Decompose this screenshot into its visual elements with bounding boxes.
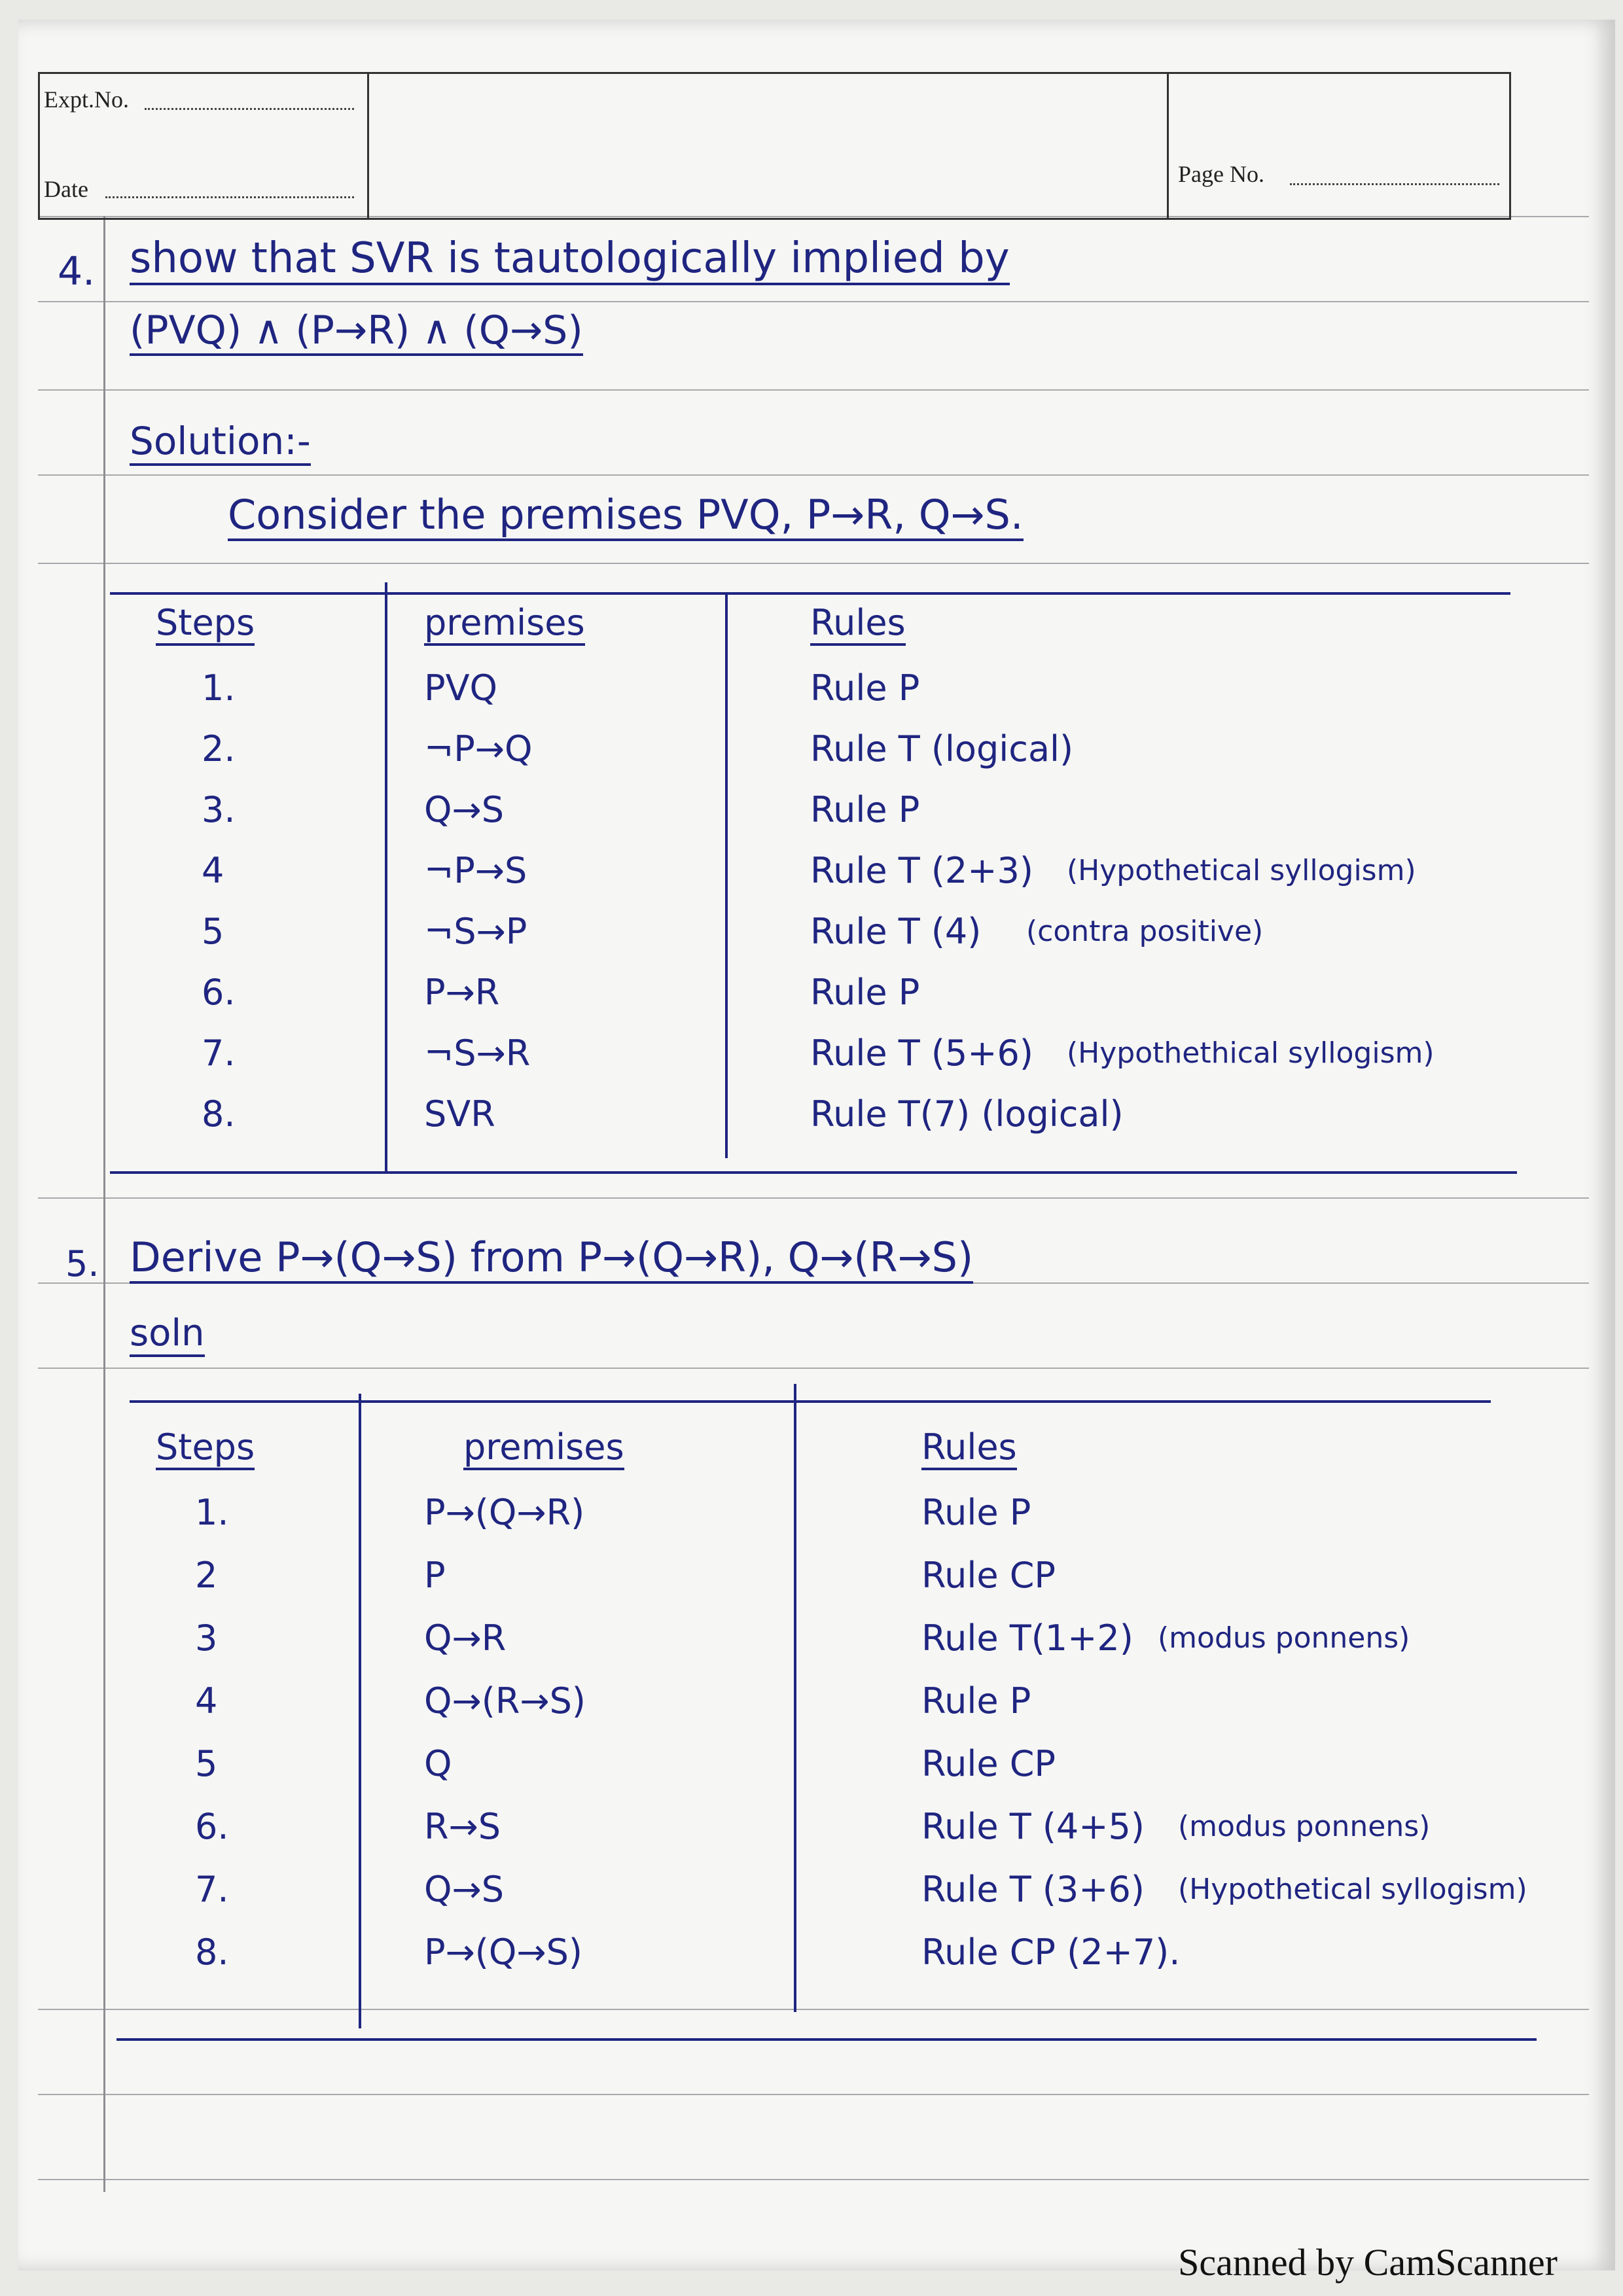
ruled-line [38,2094,1589,2095]
q5-rule: Rule P [921,1492,1031,1533]
page-no-field [1290,182,1499,185]
q4-step-number: 5 [202,911,224,952]
q5-step-number: 5 [195,1743,218,1784]
q4-number: 4. [58,249,96,294]
q5-premises-header: premises [463,1426,624,1470]
q4-rule: Rule P [810,789,920,830]
q5-rule: Rule T (4+5) [921,1806,1145,1847]
q5-premise: Q→R [424,1617,507,1659]
ruled-line [38,389,1589,391]
q5-step-number: 6. [195,1806,229,1847]
q4-rule-note: (Hypothethical syllogism) [1067,1036,1435,1070]
q5-step-number: 4 [195,1680,218,1722]
date-label: Date [44,176,88,202]
q5-number: 5. [65,1243,99,1284]
q4-rule-note: (Hypothetical syllogism) [1067,854,1416,887]
q4-premise: PVQ [424,667,498,709]
q4-step-number: 6. [202,972,236,1013]
q4-premises-header: premises [424,602,585,646]
q5-premise: R→S [424,1806,501,1847]
q5-rule-note: (modus ponnens) [1178,1810,1431,1843]
q5-premise: Q→S [424,1869,505,1910]
q4-premise: ¬S→R [424,1033,531,1074]
q4-rule: Rule T (2+3) [810,850,1033,891]
q5-soln-label: soln [130,1312,205,1357]
q5-step-number: 7. [195,1869,229,1910]
q4-rule: Rule T(7) (logical) [810,1093,1124,1135]
q4-premise: ¬P→S [424,850,527,891]
q5-rule: Rule T(1+2) [921,1617,1133,1659]
ruled-line [38,301,1589,302]
table-column-divider [725,592,728,1158]
page-header [38,72,1511,220]
q4-solution-label: Solution:- [130,419,311,466]
q5-step-number: 3 [195,1617,218,1659]
q5-rule: Rule CP [921,1743,1056,1784]
q5-rules-header: Rules [921,1426,1017,1470]
q4-rule: Rule T (5+6) [810,1033,1033,1074]
q5-premise: P [424,1555,446,1596]
table-bottom-border [116,2038,1537,2041]
page-no-label: Page No. [1178,161,1264,187]
q4-steps-header: Steps [156,602,255,646]
q4-step-number: 7. [202,1033,236,1074]
q5-step-number: 1. [195,1492,229,1533]
q4-step-number: 8. [202,1093,236,1135]
q4-question-line2: (PVQ) ∧ (P→R) ∧ (Q→S) [130,308,583,356]
table-column-divider [359,1394,361,2028]
table-top-border [110,592,1510,595]
ruled-line [38,2179,1589,2180]
q5-premise: P→(Q→S) [424,1932,582,1973]
q5-rule: Rule P [921,1680,1031,1722]
q4-premise: Q→S [424,789,505,830]
q5-step-number: 2 [195,1555,218,1596]
q5-rule-note: (modus ponnens) [1158,1621,1410,1655]
header-left-box [40,74,369,218]
q4-rule: Rule T (logical) [810,728,1074,769]
q4-step-number: 3. [202,789,236,830]
q4-step-number: 4 [202,850,224,891]
q4-premise: SVR [424,1093,495,1135]
ruled-line [38,1197,1589,1199]
q5-rule-note: (Hypothetical syllogism) [1178,1873,1527,1906]
q4-step-number: 1. [202,667,236,709]
notebook-page [18,20,1615,2270]
ruled-line [38,563,1589,564]
q5-rule: Rule T (3+6) [921,1869,1145,1910]
q5-premise: Q [424,1743,452,1784]
q4-premise: P→R [424,972,500,1013]
table-column-divider [794,1384,796,2012]
date-field [105,195,354,198]
scanner-watermark: Scanned by CamScanner [1178,2241,1558,2284]
table-bottom-border [110,1171,1517,1174]
q4-question-line1: show that SVR is tautologically implied by [130,234,1010,285]
expt-no-field [145,107,354,110]
expt-no-label: Expt.No. [44,86,129,113]
q4-rules-header: Rules [810,602,906,646]
q4-rule: Rule P [810,972,920,1013]
q5-premise: P→(Q→R) [424,1492,585,1533]
table-column-divider [385,582,387,1171]
q4-step-number: 2. [202,728,236,769]
table-top-border [130,1400,1491,1403]
ruled-line [38,474,1589,476]
q4-rule: Rule T (4) [810,911,982,952]
ruled-line [38,2009,1589,2010]
q5-question-line: Derive P→(Q→S) from P→(Q→R), Q→(R→S) [130,1233,973,1284]
q5-premise: Q→(R→S) [424,1680,586,1722]
margin-line [103,216,105,2192]
q4-premise: ¬P→Q [424,728,533,769]
q4-rule-note: (contra positive) [1026,915,1264,948]
q4-rule: Rule P [810,667,920,709]
q5-rule: Rule CP [921,1555,1056,1596]
q5-steps-header: Steps [156,1426,255,1470]
q5-step-number: 8. [195,1932,229,1973]
ruled-line [38,1368,1589,1369]
header-right-box [1167,74,1509,218]
q4-consider-text: Consider the premises PVQ, P→R, Q→S. [228,491,1024,541]
q4-premise: ¬S→P [424,911,527,952]
q5-rule: Rule CP (2+7). [921,1932,1181,1973]
